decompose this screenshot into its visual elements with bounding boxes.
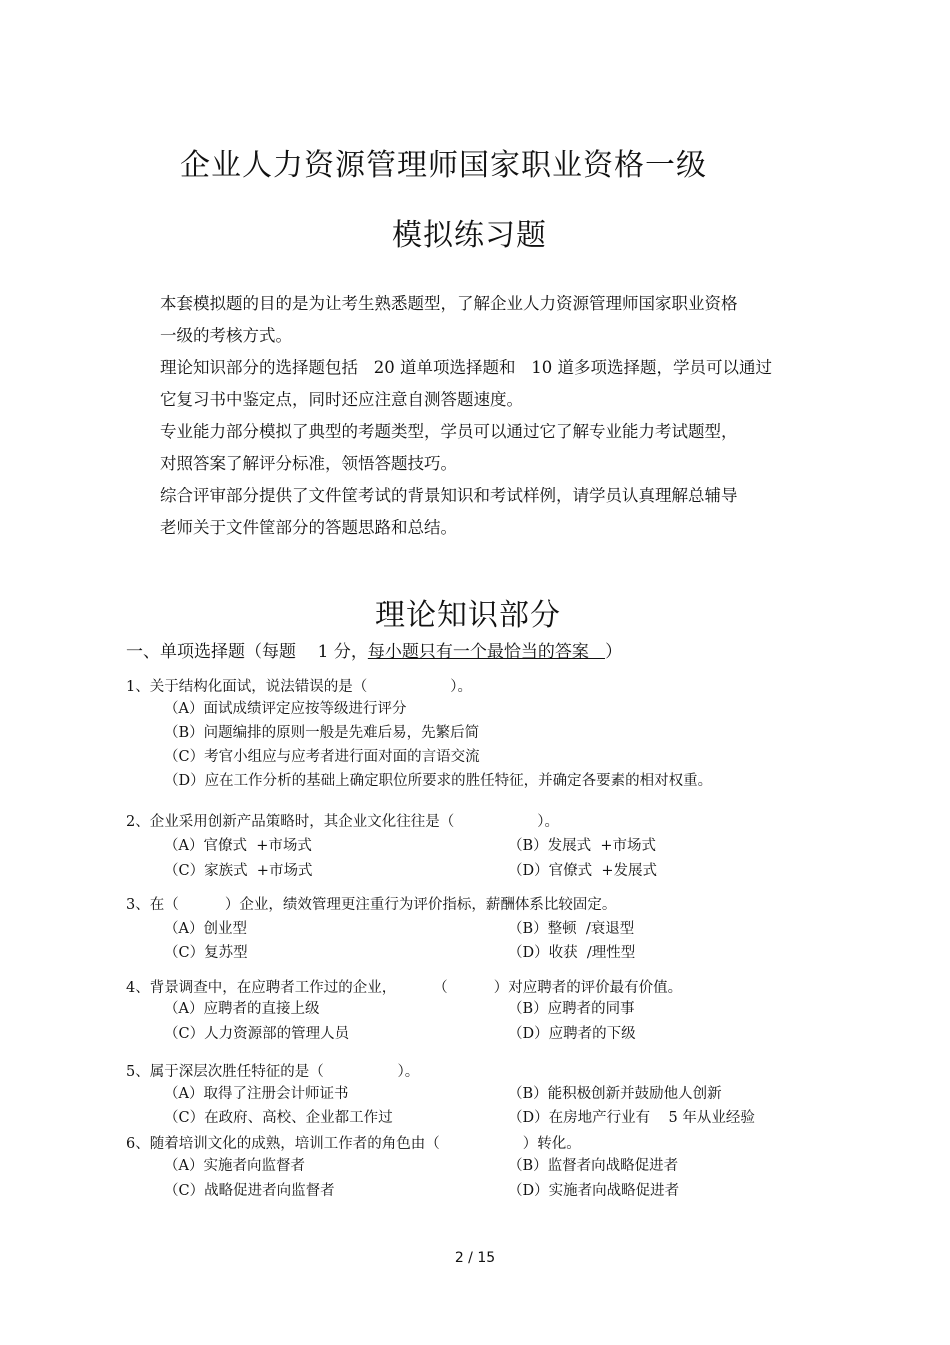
intro-line: 一级的考核方式。 [160, 326, 292, 345]
question-option: （C）考官小组应与应考者进行面对面的言语交流 [164, 749, 480, 765]
question-option: （D）实施者向战略促进者 [508, 1183, 680, 1199]
question-option: （B）监督者向战略促进者 [508, 1158, 679, 1174]
question-option: （C）在政府、高校、企业都工作过 [164, 1110, 393, 1126]
document-subtitle: 模拟练习题 [392, 218, 547, 253]
question-option: （C）家族式 +市场式 [164, 863, 313, 879]
question-option: （A）应聘者的直接上级 [164, 1001, 320, 1017]
question-option: （A）面试成绩评定应按等级进行评分 [164, 701, 407, 717]
question-stem: 1、关于结构化面试，说法错误的是（ ）。 [126, 679, 472, 695]
page-number: 2 / 15 [454, 1250, 496, 1266]
intro-line: 专业能力部分模拟了典型的考题类型，学员可以通过它了解专业能力考试题型， [160, 422, 738, 441]
intro-line: 老师关于文件筐部分的答题思路和总结。 [160, 518, 457, 537]
question-option: （B）问题编排的原则一般是先难后易，先繁后简 [164, 725, 480, 741]
question-option: （A）取得了注册会计师证书 [164, 1086, 349, 1102]
question-option: （B）能积极创新并鼓励他人创新 [508, 1086, 722, 1102]
question-option: （C）战略促进者向监督者 [164, 1183, 335, 1199]
question-stem: 6、随着培训文化的成熟，培训工作者的角色由（ ）转化。 [126, 1136, 581, 1152]
question-option: （A）实施者向监督者 [164, 1158, 305, 1174]
question-option: （B）应聘者的同事 [508, 1001, 635, 1017]
section-subheading [126, 637, 622, 662]
question-stem: 4、背景调查中，在应聘者工作过的企业， （ ）对应聘者的评价最有价值。 [126, 980, 683, 996]
question-option: （D）应在工作分析的基础上确定职位所要求的胜任特征，并确定各要素的相对权重。 [164, 773, 713, 789]
question-option: （C）人力资源部的管理人员 [164, 1026, 350, 1042]
subheading-underlined: 每小题只有一个最恰当的答案 [367, 642, 606, 662]
document-title: 企业人力资源管理师国家职业资格一级 [180, 148, 707, 183]
question-option: （B）发展式 +市场式 [508, 838, 657, 854]
question-option: （D）官僚式 +发展式 [508, 863, 657, 879]
intro-line: 综合评审部分提供了文件筐考试的背景知识和考试样例，请学员认真理解总辅导 [160, 486, 738, 505]
intro-line: 对照答案了解评分标准，领悟答题技巧。 [160, 454, 457, 473]
intro-line: 理论知识部分的选择题包括 20 道单项选择题和 10 道多项选择题，学员可以通过 [160, 358, 772, 377]
intro-line: 本套模拟题的目的是为让考生熟悉题型，了解企业人力资源管理师国家职业资格 [160, 294, 738, 313]
question-option: （A）创业型 [164, 921, 247, 937]
question-stem: 5、属于深层次胜任特征的是（ ）。 [126, 1064, 420, 1080]
intro-line: 它复习书中鉴定点，同时还应注意自测答题速度。 [160, 390, 523, 409]
question-option: （B）整顿 /衰退型 [508, 921, 635, 937]
question-option: （D）收获 /理性型 [508, 945, 636, 961]
question-stem: 3、在（ ）企业，绩效管理更注重行为评价指标，薪酬体系比较固定。 [126, 897, 617, 913]
section-title: 理论知识部分 [375, 598, 561, 633]
question-option: （C）复苏型 [164, 945, 248, 961]
question-option: （A）官僚式 +市场式 [164, 838, 312, 854]
question-option: （D）在房地产行业有 5 年从业经验 [508, 1110, 755, 1126]
subheading-suffix: ） [605, 642, 623, 662]
subheading-prefix: 一、单项选择题（每题 1 分， [126, 642, 368, 662]
question-option: （D）应聘者的下级 [508, 1026, 636, 1042]
question-stem: 2、企业采用创新产品策略时，其企业文化往往是（ ）。 [126, 814, 559, 830]
